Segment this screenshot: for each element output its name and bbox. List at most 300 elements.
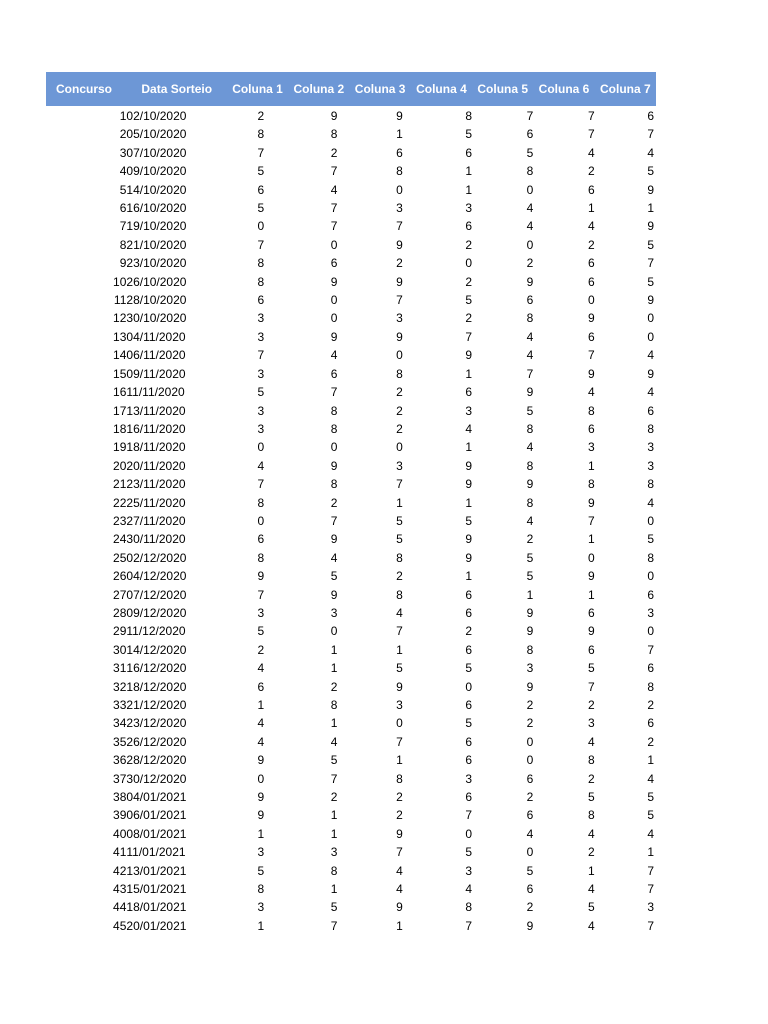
cell-coluna-2[interactable]: 0 <box>330 440 338 455</box>
cell-coluna-4[interactable]: 0 <box>465 256 473 271</box>
cell-data-sorteio[interactable]: 08/01/2021 <box>126 826 187 841</box>
cell-data-sorteio[interactable]: 30/12/2020 <box>126 771 187 786</box>
cell-coluna-3[interactable]: 4 <box>396 605 403 620</box>
cell-coluna-1[interactable]: 8 <box>257 256 265 271</box>
cell-coluna-1[interactable]: 6 <box>257 182 265 197</box>
cell-coluna-3[interactable]: 0 <box>396 348 403 363</box>
cell-data-sorteio[interactable]: 11/01/2021 <box>126 845 186 860</box>
cell-data-sorteio[interactable]: 18/01/2021 <box>126 900 187 915</box>
cell-coluna-6[interactable]: 2 <box>587 698 595 712</box>
cell-coluna-2[interactable]: 2 <box>330 145 338 160</box>
cell-coluna-3[interactable]: 2 <box>396 385 403 400</box>
cell-coluna-7[interactable]: 7 <box>647 127 654 142</box>
cell-coluna-6[interactable]: 6 <box>587 182 595 197</box>
cell-coluna-7[interactable]: 6 <box>595 107 656 126</box>
cell-coluna-6[interactable]: 4 <box>587 385 595 400</box>
cell-coluna-3[interactable]: 8 <box>396 771 403 786</box>
cell-coluna-3[interactable]: 3 <box>396 201 403 216</box>
cell-coluna-3[interactable]: 2 <box>396 808 403 823</box>
cell-coluna-1[interactable]: 0 <box>257 440 265 455</box>
cell-data-sorteio[interactable]: 16/10/2020 <box>126 201 187 216</box>
cell-concurso[interactable]: 7 <box>119 219 127 234</box>
cell-concurso[interactable]: 40 <box>113 826 127 841</box>
cell-coluna-5[interactable]: 7 <box>526 366 534 381</box>
cell-coluna-3[interactable]: 5 <box>396 532 403 547</box>
cell-coluna-4[interactable]: 2 <box>465 274 473 289</box>
cell-concurso[interactable]: 21 <box>113 477 127 492</box>
cell-concurso[interactable]: 11 <box>113 293 127 308</box>
cell-coluna-1[interactable]: 9 <box>257 569 265 584</box>
cell-coluna-3[interactable]: 9 <box>349 107 410 126</box>
cell-coluna-5[interactable]: 2 <box>526 790 534 805</box>
cell-coluna-2[interactable]: 4 <box>330 734 338 749</box>
cell-data-sorteio[interactable]: 02/10/2020 <box>126 107 226 126</box>
cell-coluna-2[interactable]: 5 <box>330 753 338 768</box>
cell-coluna-5[interactable]: 4 <box>526 826 534 841</box>
cell-coluna-7[interactable]: 0 <box>647 329 654 344</box>
cell-coluna-5[interactable]: 3 <box>526 661 534 676</box>
cell-coluna-7[interactable]: 6 <box>647 587 654 602</box>
cell-coluna-1[interactable]: 1 <box>257 918 265 933</box>
cell-coluna-3[interactable]: 3 <box>396 311 403 326</box>
cell-coluna-2[interactable]: 9 <box>330 329 338 344</box>
cell-coluna-6[interactable]: 7 <box>587 127 595 142</box>
cell-coluna-3[interactable]: 4 <box>396 882 403 897</box>
cell-coluna-7[interactable]: 1 <box>647 201 654 216</box>
cell-concurso[interactable]: 17 <box>113 403 127 418</box>
cell-coluna-2[interactable]: 5 <box>330 569 338 584</box>
cell-concurso[interactable]: 31 <box>113 661 127 676</box>
cell-coluna-3[interactable]: 2 <box>396 403 403 418</box>
cell-coluna-5[interactable]: 2 <box>526 900 534 915</box>
cell-concurso[interactable]: 23 <box>113 513 127 528</box>
cell-coluna-1[interactable]: 8 <box>257 127 265 142</box>
cell-concurso[interactable]: 44 <box>113 900 127 915</box>
header-coluna-4[interactable]: Coluna 4 <box>411 72 472 107</box>
cell-coluna-6[interactable]: 6 <box>587 642 595 657</box>
cell-coluna-1[interactable]: 4 <box>257 716 265 731</box>
cell-data-sorteio[interactable]: 18/12/2020 <box>126 679 187 694</box>
cell-coluna-1[interactable]: 9 <box>257 790 265 805</box>
cell-coluna-5[interactable]: 4 <box>526 348 534 363</box>
cell-data-sorteio[interactable]: 21/10/2020 <box>126 237 187 252</box>
cell-coluna-7[interactable]: 0 <box>647 513 654 528</box>
cell-coluna-4[interactable]: 5 <box>465 716 473 731</box>
cell-coluna-6[interactable]: 3 <box>587 440 595 455</box>
cell-coluna-3[interactable]: 2 <box>396 256 403 271</box>
cell-coluna-2[interactable]: 3 <box>330 605 338 620</box>
cell-coluna-5[interactable]: 5 <box>526 403 534 418</box>
cell-coluna-4[interactable]: 2 <box>465 311 473 326</box>
cell-coluna-1[interactable]: 8 <box>257 550 265 565</box>
cell-coluna-3[interactable]: 7 <box>396 219 403 234</box>
cell-coluna-2[interactable]: 8 <box>330 698 338 712</box>
cell-coluna-1[interactable]: 8 <box>257 274 265 289</box>
cell-data-sorteio[interactable]: 23/11/2020 <box>126 477 186 492</box>
cell-coluna-6[interactable]: 0 <box>587 550 595 565</box>
cell-coluna-6[interactable]: 4 <box>587 734 595 749</box>
header-coluna-7[interactable]: Coluna 7 <box>595 72 656 107</box>
cell-coluna-1[interactable]: 3 <box>257 311 265 326</box>
cell-coluna-4[interactable]: 5 <box>465 293 473 308</box>
cell-coluna-4[interactable]: 1 <box>465 440 473 455</box>
cell-coluna-2[interactable]: 2 <box>330 495 338 510</box>
cell-coluna-5[interactable]: 0 <box>526 734 534 749</box>
cell-data-sorteio[interactable]: 16/12/2020 <box>126 661 187 676</box>
cell-coluna-6[interactable]: 2 <box>587 845 595 860</box>
cell-coluna-5[interactable]: 9 <box>526 624 534 639</box>
cell-coluna-4[interactable]: 0 <box>465 826 473 841</box>
cell-coluna-6[interactable]: 6 <box>587 274 595 289</box>
cell-coluna-1[interactable]: 0 <box>257 771 265 786</box>
cell-coluna-4[interactable]: 6 <box>465 642 473 657</box>
cell-coluna-5[interactable]: 0 <box>526 182 534 197</box>
cell-coluna-4[interactable]: 9 <box>465 458 473 473</box>
cell-coluna-6[interactable]: 9 <box>587 311 595 326</box>
cell-coluna-1[interactable]: 3 <box>257 605 265 620</box>
cell-concurso[interactable]: 30 <box>113 642 127 657</box>
cell-coluna-3[interactable]: 7 <box>396 845 403 860</box>
cell-concurso[interactable]: 10 <box>113 274 127 289</box>
header-coluna-3[interactable]: Coluna 3 <box>349 72 410 107</box>
cell-coluna-1[interactable]: 6 <box>257 532 265 547</box>
cell-coluna-4[interactable]: 5 <box>465 127 473 142</box>
cell-coluna-2[interactable]: 4 <box>330 348 338 363</box>
cell-coluna-2[interactable]: 5 <box>330 900 338 915</box>
cell-coluna-4[interactable]: 3 <box>465 403 473 418</box>
cell-coluna-2[interactable]: 9 <box>330 274 338 289</box>
cell-coluna-6[interactable]: 4 <box>587 219 595 234</box>
cell-data-sorteio[interactable]: 05/10/2020 <box>126 127 187 142</box>
cell-coluna-2[interactable]: 1 <box>330 808 338 823</box>
cell-data-sorteio[interactable]: 20/11/2020 <box>126 458 186 473</box>
cell-concurso[interactable]: 20 <box>113 458 127 473</box>
cell-data-sorteio[interactable]: 15/01/2021 <box>126 882 187 897</box>
cell-coluna-3[interactable]: 9 <box>396 826 403 841</box>
cell-data-sorteio[interactable]: 13/01/2021 <box>126 863 187 878</box>
cell-coluna-2[interactable]: 7 <box>330 219 338 234</box>
cell-coluna-5[interactable]: 2 <box>526 256 534 271</box>
cell-coluna-5[interactable]: 5 <box>526 145 534 160</box>
cell-coluna-4[interactable]: 9 <box>465 532 473 547</box>
cell-coluna-4[interactable]: 2 <box>465 624 473 639</box>
cell-coluna-1[interactable]: 0 <box>257 513 265 528</box>
cell-coluna-2[interactable]: 3 <box>330 845 338 860</box>
cell-concurso[interactable]: 25 <box>113 550 127 565</box>
cell-coluna-1[interactable]: 3 <box>257 329 265 344</box>
cell-coluna-7[interactable]: 0 <box>647 311 654 326</box>
cell-data-sorteio[interactable]: 04/11/2020 <box>126 329 186 344</box>
cell-coluna-2[interactable]: 0 <box>330 311 338 326</box>
cell-coluna-1[interactable]: 1 <box>257 826 265 841</box>
cell-data-sorteio[interactable]: 30/11/2020 <box>126 532 186 547</box>
cell-concurso[interactable]: 22 <box>113 495 127 510</box>
cell-coluna-7[interactable]: 5 <box>647 532 654 547</box>
cell-coluna-5[interactable]: 4 <box>526 329 534 344</box>
cell-coluna-2[interactable]: 9 <box>330 458 338 473</box>
cell-coluna-4[interactable]: 6 <box>465 734 473 749</box>
cell-concurso[interactable]: 1 <box>46 107 126 126</box>
cell-coluna-4[interactable]: 6 <box>465 385 473 400</box>
cell-coluna-6[interactable]: 8 <box>587 477 595 492</box>
cell-coluna-7[interactable]: 8 <box>647 477 654 492</box>
cell-coluna-6[interactable]: 2 <box>587 164 595 179</box>
cell-coluna-1[interactable]: 5 <box>257 201 265 216</box>
cell-coluna-6[interactable]: 5 <box>587 661 595 676</box>
cell-concurso[interactable]: 13 <box>113 329 127 344</box>
cell-data-sorteio[interactable]: 13/11/2020 <box>126 403 186 418</box>
cell-concurso[interactable]: 43 <box>113 882 127 897</box>
cell-coluna-6[interactable]: 1 <box>587 201 595 216</box>
cell-coluna-7[interactable]: 4 <box>647 826 654 841</box>
cell-coluna-6[interactable]: 8 <box>587 403 595 418</box>
cell-coluna-3[interactable]: 2 <box>396 790 403 805</box>
cell-coluna-5[interactable]: 0 <box>526 753 534 768</box>
cell-concurso[interactable]: 36 <box>113 753 127 768</box>
cell-concurso[interactable]: 5 <box>119 182 127 197</box>
cell-concurso[interactable]: 35 <box>113 734 127 749</box>
cell-concurso[interactable]: 34 <box>113 716 127 731</box>
cell-coluna-6[interactable]: 7 <box>587 679 595 694</box>
cell-coluna-2[interactable]: 0 <box>330 293 338 308</box>
cell-coluna-6[interactable]: 2 <box>587 771 595 786</box>
cell-data-sorteio[interactable]: 21/12/2020 <box>126 698 187 712</box>
cell-coluna-4[interactable]: 6 <box>465 790 473 805</box>
cell-coluna-4[interactable]: 1 <box>465 366 473 381</box>
cell-coluna-3[interactable]: 5 <box>396 661 403 676</box>
cell-coluna-3[interactable]: 8 <box>396 587 403 602</box>
cell-coluna-6[interactable]: 1 <box>587 863 595 878</box>
cell-coluna-1[interactable]: 3 <box>257 845 265 860</box>
cell-coluna-4[interactable]: 9 <box>465 477 473 492</box>
cell-coluna-2[interactable]: 4 <box>330 182 338 197</box>
cell-coluna-4[interactable]: 8 <box>411 107 472 126</box>
cell-coluna-1[interactable]: 7 <box>257 477 265 492</box>
cell-coluna-1[interactable]: 2 <box>257 642 265 657</box>
cell-coluna-4[interactable]: 6 <box>465 587 473 602</box>
cell-coluna-4[interactable]: 5 <box>465 845 473 860</box>
cell-coluna-5[interactable]: 6 <box>526 882 534 897</box>
cell-coluna-3[interactable]: 1 <box>396 918 403 933</box>
header-coluna-5[interactable]: Coluna 5 <box>472 72 533 107</box>
cell-concurso[interactable]: 19 <box>113 440 127 455</box>
cell-concurso[interactable]: 14 <box>113 348 127 363</box>
cell-coluna-2[interactable]: 1 <box>330 661 338 676</box>
cell-coluna-3[interactable]: 9 <box>396 274 403 289</box>
cell-coluna-7[interactable]: 7 <box>647 642 654 657</box>
cell-data-sorteio[interactable]: 04/01/2021 <box>126 790 187 805</box>
cell-concurso[interactable]: 16 <box>113 385 127 400</box>
cell-coluna-6[interactable]: 4 <box>587 826 595 841</box>
cell-coluna-5[interactable]: 6 <box>526 293 534 308</box>
header-coluna-1[interactable]: Coluna 1 <box>227 72 288 107</box>
cell-coluna-7[interactable]: 9 <box>647 293 654 308</box>
cell-coluna-4[interactable]: 6 <box>465 219 473 234</box>
cell-coluna-1[interactable]: 8 <box>257 495 265 510</box>
cell-concurso[interactable]: 15 <box>113 366 127 381</box>
cell-coluna-3[interactable]: 7 <box>396 734 403 749</box>
cell-coluna-2[interactable]: 8 <box>330 403 338 418</box>
cell-coluna-7[interactable]: 8 <box>647 679 654 694</box>
cell-coluna-6[interactable]: 6 <box>587 421 595 436</box>
cell-coluna-7[interactable]: 6 <box>647 661 654 676</box>
cell-data-sorteio[interactable]: 23/10/2020 <box>126 256 187 271</box>
cell-data-sorteio[interactable]: 09/11/2020 <box>126 366 186 381</box>
cell-coluna-3[interactable]: 9 <box>396 900 403 915</box>
cell-data-sorteio[interactable]: 11/12/2020 <box>126 624 186 639</box>
cell-coluna-6[interactable]: 1 <box>587 458 595 473</box>
cell-coluna-3[interactable]: 8 <box>396 550 403 565</box>
cell-coluna-3[interactable]: 0 <box>396 440 403 455</box>
cell-coluna-5[interactable]: 0 <box>526 845 534 860</box>
cell-coluna-7[interactable]: 5 <box>647 164 654 179</box>
cell-coluna-6[interactable]: 6 <box>587 329 595 344</box>
cell-data-sorteio[interactable]: 19/10/2020 <box>126 219 187 234</box>
cell-concurso[interactable]: 24 <box>113 532 127 547</box>
cell-data-sorteio[interactable]: 28/10/2020 <box>126 293 187 308</box>
cell-coluna-3[interactable]: 4 <box>396 863 403 878</box>
cell-coluna-2[interactable]: 7 <box>330 513 338 528</box>
cell-coluna-7[interactable]: 4 <box>647 771 654 786</box>
cell-concurso[interactable]: 3 <box>119 145 127 160</box>
cell-coluna-5[interactable]: 8 <box>526 164 534 179</box>
cell-coluna-2[interactable]: 9 <box>330 587 338 602</box>
cell-coluna-1[interactable]: 8 <box>257 882 265 897</box>
cell-coluna-7[interactable]: 5 <box>647 790 654 805</box>
cell-coluna-7[interactable]: 4 <box>647 495 654 510</box>
cell-coluna-7[interactable]: 8 <box>647 550 654 565</box>
cell-concurso[interactable]: 27 <box>113 587 127 602</box>
cell-coluna-1[interactable]: 5 <box>257 863 265 878</box>
cell-coluna-7[interactable]: 7 <box>647 863 654 878</box>
cell-coluna-2[interactable]: 8 <box>330 863 338 878</box>
cell-coluna-6[interactable]: 0 <box>587 293 595 308</box>
cell-coluna-5[interactable]: 0 <box>526 237 534 252</box>
cell-coluna-5[interactable]: 4 <box>526 201 534 216</box>
cell-data-sorteio[interactable]: 18/11/2020 <box>126 440 186 455</box>
header-data-sorteio[interactable]: Data Sorteio <box>126 72 226 107</box>
cell-coluna-4[interactable]: 5 <box>465 661 473 676</box>
cell-coluna-7[interactable]: 9 <box>647 219 654 234</box>
cell-coluna-7[interactable]: 7 <box>647 256 654 271</box>
cell-coluna-4[interactable]: 3 <box>465 201 473 216</box>
cell-coluna-4[interactable]: 7 <box>465 808 473 823</box>
cell-data-sorteio[interactable]: 27/11/2020 <box>126 513 186 528</box>
cell-coluna-4[interactable]: 6 <box>465 605 473 620</box>
cell-coluna-2[interactable]: 6 <box>330 366 338 381</box>
cell-coluna-3[interactable]: 8 <box>396 164 403 179</box>
cell-concurso[interactable]: 28 <box>113 605 127 620</box>
cell-coluna-7[interactable]: 9 <box>647 366 654 381</box>
cell-coluna-6[interactable]: 8 <box>587 808 595 823</box>
cell-coluna-5[interactable]: 5 <box>526 569 534 584</box>
cell-coluna-1[interactable]: 4 <box>257 734 265 749</box>
cell-coluna-5[interactable]: 5 <box>526 550 534 565</box>
cell-coluna-1[interactable]: 4 <box>257 458 265 473</box>
cell-coluna-5[interactable]: 1 <box>526 587 534 602</box>
cell-coluna-2[interactable]: 7 <box>330 201 338 216</box>
cell-coluna-2[interactable]: 0 <box>330 624 338 639</box>
cell-coluna-7[interactable]: 7 <box>647 918 654 933</box>
cell-coluna-5[interactable]: 7 <box>472 107 533 126</box>
cell-coluna-5[interactable]: 4 <box>526 513 534 528</box>
cell-coluna-7[interactable]: 1 <box>647 845 654 860</box>
cell-coluna-3[interactable]: 7 <box>396 293 403 308</box>
cell-coluna-4[interactable]: 6 <box>465 753 473 768</box>
cell-coluna-1[interactable]: 3 <box>257 366 265 381</box>
cell-concurso[interactable]: 38 <box>113 790 127 805</box>
cell-concurso[interactable]: 41 <box>113 845 127 860</box>
cell-coluna-5[interactable]: 2 <box>526 532 534 547</box>
cell-coluna-3[interactable]: 9 <box>396 679 403 694</box>
cell-coluna-6[interactable]: 5 <box>587 790 595 805</box>
cell-coluna-5[interactable]: 8 <box>526 421 534 436</box>
cell-coluna-5[interactable]: 9 <box>526 385 534 400</box>
cell-coluna-1[interactable]: 4 <box>257 661 265 676</box>
cell-concurso[interactable]: 33 <box>113 698 127 712</box>
cell-concurso[interactable]: 37 <box>113 771 127 786</box>
cell-concurso[interactable]: 32 <box>113 679 127 694</box>
cell-coluna-2[interactable]: 8 <box>330 127 338 142</box>
cell-coluna-6[interactable]: 9 <box>587 624 595 639</box>
cell-coluna-2[interactable]: 4 <box>330 550 338 565</box>
cell-coluna-6[interactable]: 2 <box>587 237 595 252</box>
cell-coluna-6[interactable]: 1 <box>587 532 595 547</box>
cell-coluna-6[interactable]: 9 <box>587 366 595 381</box>
cell-coluna-4[interactable]: 8 <box>465 900 473 915</box>
cell-coluna-1[interactable]: 5 <box>257 385 265 400</box>
cell-coluna-3[interactable]: 1 <box>396 642 403 657</box>
cell-coluna-5[interactable]: 4 <box>526 219 534 234</box>
cell-coluna-4[interactable]: 1 <box>465 164 473 179</box>
cell-coluna-5[interactable]: 9 <box>526 679 534 694</box>
cell-coluna-4[interactable]: 6 <box>465 145 473 160</box>
cell-coluna-6[interactable]: 1 <box>587 587 595 602</box>
cell-coluna-3[interactable]: 2 <box>396 421 403 436</box>
cell-data-sorteio[interactable]: 04/12/2020 <box>126 569 187 584</box>
cell-coluna-1[interactable]: 7 <box>257 237 265 252</box>
cell-coluna-7[interactable]: 3 <box>647 440 654 455</box>
cell-coluna-7[interactable]: 1 <box>647 753 654 768</box>
cell-coluna-5[interactable]: 2 <box>526 698 534 712</box>
cell-data-sorteio[interactable]: 07/12/2020 <box>126 587 187 602</box>
cell-data-sorteio[interactable]: 23/12/2020 <box>126 716 187 731</box>
cell-coluna-4[interactable]: 0 <box>465 679 473 694</box>
cell-concurso[interactable]: 2 <box>119 127 127 142</box>
cell-coluna-2[interactable]: 6 <box>330 256 338 271</box>
cell-data-sorteio[interactable]: 26/10/2020 <box>126 274 187 289</box>
cell-coluna-1[interactable]: 6 <box>257 293 265 308</box>
cell-coluna-2[interactable]: 1 <box>330 716 338 731</box>
cell-coluna-7[interactable]: 4 <box>647 385 654 400</box>
cell-coluna-2[interactable]: 2 <box>330 790 338 805</box>
cell-concurso[interactable]: 8 <box>119 237 127 252</box>
cell-coluna-6[interactable]: 6 <box>587 605 595 620</box>
cell-concurso[interactable]: 29 <box>113 624 127 639</box>
cell-coluna-2[interactable]: 0 <box>330 237 338 252</box>
cell-coluna-5[interactable]: 9 <box>526 605 534 620</box>
cell-coluna-2[interactable]: 7 <box>330 385 338 400</box>
cell-coluna-7[interactable]: 0 <box>647 569 654 584</box>
cell-coluna-4[interactable]: 1 <box>465 569 473 584</box>
cell-coluna-7[interactable]: 0 <box>647 624 654 639</box>
cell-data-sorteio[interactable]: 28/12/2020 <box>126 753 187 768</box>
cell-coluna-1[interactable]: 2 <box>227 107 288 126</box>
cell-coluna-7[interactable]: 6 <box>647 403 654 418</box>
cell-coluna-5[interactable]: 8 <box>526 642 534 657</box>
cell-coluna-2[interactable]: 8 <box>330 477 338 492</box>
cell-coluna-3[interactable]: 5 <box>396 513 403 528</box>
